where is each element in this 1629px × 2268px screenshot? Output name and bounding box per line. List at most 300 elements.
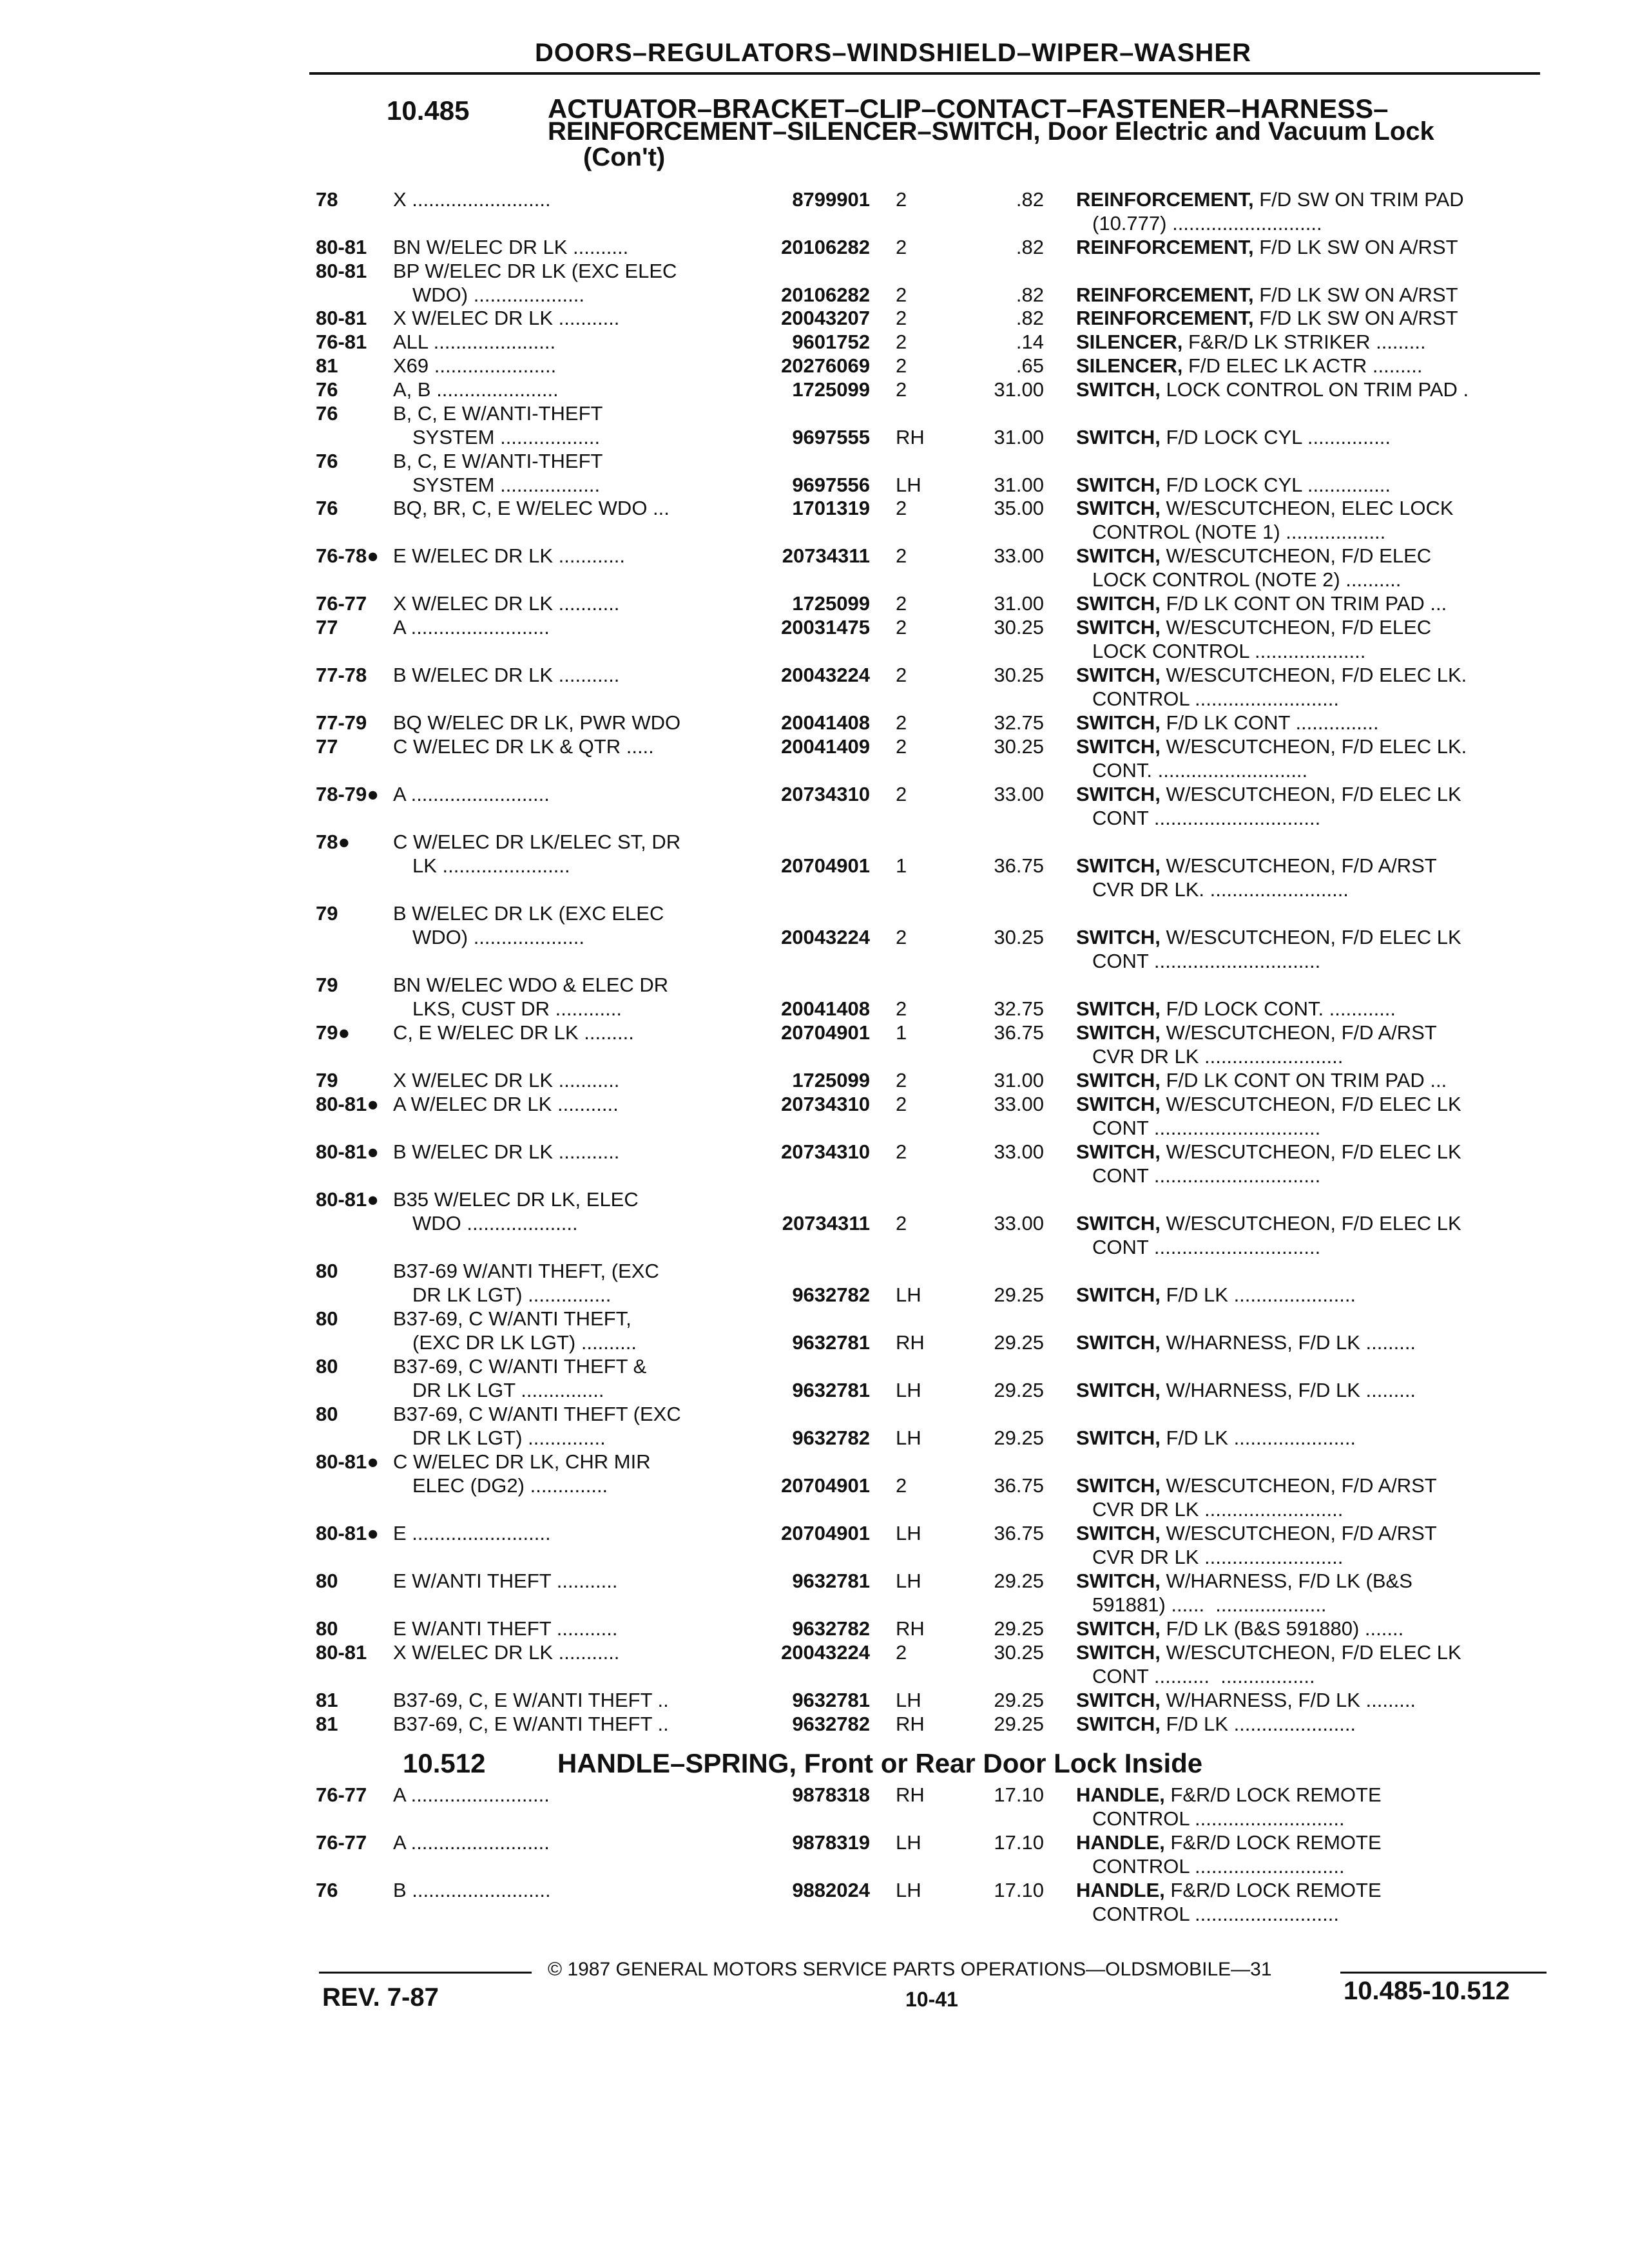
row-quantity: 2: [896, 544, 907, 567]
row-code: 76: [316, 1879, 338, 1901]
row-description: B35 W/ELEC DR LK, ELEC: [393, 1188, 639, 1211]
row-description: C W/ELEC DR LK & QTR .....: [393, 735, 654, 758]
row-part-number: 9878319: [792, 1831, 870, 1854]
row-part-number: 20106282: [781, 236, 870, 258]
row-price: 35.00: [994, 497, 1044, 519]
row-price: 36.75: [994, 1021, 1044, 1044]
section2-title: [557, 1748, 1202, 1779]
row-part-name-rest: F/D LK CONT ON TRIM PAD ...: [1160, 1069, 1447, 1091]
row-part-name-bold: SWITCH,: [1076, 616, 1161, 639]
row-description-cont: SYSTEM ..................: [412, 474, 601, 496]
row-quantity: 2: [896, 284, 907, 306]
row-part-name-rest: W/ESCUTCHEON, F/D ELEC: [1160, 544, 1432, 567]
row-quantity: 2: [896, 1641, 907, 1664]
row-code: 76-77: [316, 1831, 367, 1854]
row-part-name-cont: LOCK CONTROL ....................: [1092, 640, 1366, 662]
row-quantity: LH: [896, 1522, 921, 1544]
row-part-name-rest: F/D LOCK CYL ...............: [1160, 474, 1391, 496]
row-part-name-bold: SWITCH,: [1076, 1641, 1161, 1664]
row-quantity: 2: [896, 236, 907, 258]
row-part-name: [1076, 1570, 1412, 1593]
row-part-name-bold: REINFORCEMENT,: [1076, 307, 1254, 329]
row-quantity: LH: [896, 1570, 921, 1592]
row-description: C W/ELEC DR LK/ELEC ST, DR: [393, 831, 681, 853]
row-quantity: 2: [896, 497, 907, 519]
row-description: A .........................: [393, 783, 550, 805]
table-row: [0, 1188, 1629, 1258]
row-quantity: 1: [896, 1021, 907, 1044]
table-row: [0, 735, 1629, 783]
row-price: 30.25: [994, 664, 1044, 686]
row-part-name-cont: (10.777) ...........................: [1092, 212, 1322, 235]
row-part-name-bold: SWITCH,: [1076, 1069, 1161, 1091]
row-description: A, B ......................: [393, 378, 559, 401]
row-part-number: 20041409: [781, 735, 870, 758]
row-price: 31.00: [994, 378, 1044, 401]
row-description: A .........................: [393, 1831, 550, 1854]
row-part-name-rest: F/D LOCK CYL ...............: [1160, 426, 1391, 448]
row-quantity: 2: [896, 997, 907, 1020]
row-quantity: RH: [896, 1783, 925, 1806]
row-part-name: [1076, 783, 1461, 806]
row-description: X W/ELEC DR LK ...........: [393, 1641, 620, 1664]
row-description-cont: DR LK LGT) ...............: [412, 1283, 612, 1306]
row-description-cont: LK .......................: [412, 854, 570, 877]
row-part-name-bold: SWITCH,: [1076, 378, 1161, 401]
row-quantity: LH: [896, 1427, 921, 1449]
row-part-name-cont: CVR DR LK. .........................: [1092, 878, 1349, 901]
table-row: [0, 1021, 1629, 1069]
row-price: 32.75: [994, 711, 1044, 734]
row-code: 76-81: [316, 331, 367, 353]
row-part-name-cont: 591881) ...... ....................: [1092, 1593, 1327, 1616]
row-code: 79●: [316, 1021, 351, 1044]
row-price: 30.25: [994, 1641, 1044, 1664]
row-part-number: 9882024: [792, 1879, 870, 1901]
section-title-rest: Door Electric and Vacuum Lock: [1040, 117, 1434, 146]
row-part-name-rest: W/HARNESS, F/D LK .........: [1160, 1689, 1416, 1711]
row-part-name-rest: W/HARNESS, F/D LK (B&S: [1160, 1570, 1412, 1592]
row-part-name-rest: F/D LK SW ON A/RST: [1253, 307, 1458, 329]
row-code: 77-79: [316, 711, 367, 734]
footer-rev: REV. 7-87: [322, 1983, 439, 2012]
row-part-number: 9878318: [792, 1783, 870, 1806]
row-part-number: 8799901: [792, 188, 870, 211]
row-part-name-cont: CONT. ...........................: [1092, 759, 1308, 782]
table-row: [0, 260, 1629, 307]
row-price: 29.25: [994, 1713, 1044, 1735]
row-part-name: [1076, 592, 1447, 615]
row-part-name-bold: SWITCH,: [1076, 1331, 1161, 1354]
row-description: E .........................: [393, 1522, 551, 1544]
row-part-name-cont: CONT ..............................: [1092, 950, 1321, 972]
row-description-cont: DR LK LGT) ..............: [412, 1427, 606, 1449]
row-part-name-rest: W/ESCUTCHEON, F/D ELEC LK: [1160, 1093, 1461, 1115]
row-part-name: [1076, 1879, 1382, 1902]
row-part-name-rest: W/ESCUTCHEON, F/D ELEC LK: [1160, 926, 1461, 948]
row-part-name-rest: W/HARNESS, F/D LK .........: [1160, 1331, 1416, 1354]
row-part-name-rest: W/ESCUTCHEON, F/D ELEC LK: [1160, 783, 1461, 805]
row-price: .14: [1016, 331, 1044, 353]
row-price: 30.25: [994, 926, 1044, 948]
table-row: [0, 783, 1629, 831]
row-description-cont: WDO) ....................: [412, 284, 584, 306]
row-part-name-rest: W/ESCUTCHEON, F/D A/RST: [1160, 1474, 1437, 1497]
row-part-name-bold: REINFORCEMENT,: [1076, 188, 1254, 211]
row-part-name-bold: SWITCH,: [1076, 664, 1161, 686]
row-part-name-rest: W/ESCUTCHEON, ELEC LOCK: [1160, 497, 1454, 519]
row-part-number: 1701319: [792, 497, 870, 519]
row-part-name-bold: SWITCH,: [1076, 1427, 1161, 1449]
row-part-number: 1725099: [792, 1069, 870, 1091]
row-price: 33.00: [994, 1212, 1044, 1235]
row-part-name: [1076, 1474, 1437, 1497]
section-title-bold: REINFORCEMENT–SILENCER–SWITCH,: [548, 117, 1041, 146]
row-quantity: LH: [896, 1283, 921, 1306]
row-part-number: 20031475: [781, 616, 870, 639]
row-code: 78●: [316, 831, 351, 853]
row-part-name: [1076, 1212, 1461, 1235]
row-code: 80: [316, 1307, 338, 1330]
row-price: 17.10: [994, 1783, 1044, 1806]
row-price: 33.00: [994, 544, 1044, 567]
row-description: E W/ANTI THEFT ...........: [393, 1617, 618, 1640]
table-row: [0, 1403, 1629, 1450]
table-row: [0, 974, 1629, 1021]
row-description: BP W/ELEC DR LK (EXC ELEC: [393, 260, 677, 282]
row-quantity: RH: [896, 1713, 925, 1735]
row-code: 81: [316, 1689, 338, 1711]
row-description: C, E W/ELEC DR LK .........: [393, 1021, 634, 1044]
row-code: 76: [316, 402, 338, 425]
row-part-name-rest: F/D LK ......................: [1160, 1427, 1356, 1449]
row-code: 81: [316, 1713, 338, 1735]
row-part-name: [1076, 426, 1391, 449]
header-rule: [309, 72, 1540, 75]
row-quantity: 2: [896, 711, 907, 734]
row-code: 77: [316, 616, 338, 639]
row-part-name-rest: F&R/D LOCK REMOTE: [1164, 1879, 1382, 1901]
row-code: 80: [316, 1355, 338, 1378]
row-quantity: RH: [896, 1617, 925, 1640]
row-code: 76-77: [316, 1783, 367, 1806]
row-part-number: 20704901: [781, 1474, 870, 1497]
row-part-name: [1076, 616, 1431, 639]
row-description-cont: (EXC DR LK LGT) ..........: [412, 1331, 637, 1354]
section2-title-bold: HANDLE–SPRING,: [557, 1748, 797, 1778]
row-code: 80: [316, 1403, 338, 1425]
row-code: 79: [316, 974, 338, 996]
row-code: 80-81●: [316, 1188, 380, 1211]
row-part-name-cont: CONT ..............................: [1092, 1117, 1321, 1139]
row-part-name-cont: CVR DR LK .........................: [1092, 1546, 1344, 1568]
row-part-name-bold: REINFORCEMENT,: [1076, 284, 1254, 306]
row-part-number: 20734310: [781, 783, 870, 805]
table-row: [0, 1140, 1629, 1188]
row-part-name-rest: W/ESCUTCHEON, F/D ELEC LK.: [1160, 735, 1467, 758]
row-quantity: 2: [896, 354, 907, 377]
row-description: X W/ELEC DR LK ...........: [393, 307, 620, 329]
row-part-name: [1076, 1427, 1356, 1450]
row-part-number: 9632782: [792, 1427, 870, 1449]
row-part-name-bold: SWITCH,: [1076, 1713, 1161, 1735]
row-code: 80-81: [316, 260, 367, 282]
row-part-name-cont: CVR DR LK .........................: [1092, 1045, 1344, 1068]
footer-copyright: © 1987 GENERAL MOTORS SERVICE PARTS OPERATIONS—OLDSMOBILE—31: [548, 1959, 1272, 1980]
row-part-name-rest: W/ESCUTCHEON, F/D A/RST: [1160, 1522, 1437, 1544]
row-quantity: LH: [896, 1689, 921, 1711]
row-quantity: RH: [896, 426, 925, 448]
row-price: 31.00: [994, 1069, 1044, 1091]
row-part-name: [1076, 1713, 1356, 1736]
row-price: 17.10: [994, 1879, 1044, 1901]
row-part-name-rest: F/D ELEC LK ACTR .........: [1182, 354, 1423, 377]
row-description: X W/ELEC DR LK ...........: [393, 1069, 620, 1091]
row-part-name-bold: SWITCH,: [1076, 1140, 1161, 1163]
row-part-name-cont: CVR DR LK .........................: [1092, 1498, 1344, 1521]
row-part-number: 1725099: [792, 378, 870, 401]
row-description: B W/ELEC DR LK ...........: [393, 1140, 620, 1163]
row-description: A .........................: [393, 616, 550, 639]
table-row: [0, 1260, 1629, 1307]
row-part-name-bold: SWITCH,: [1076, 783, 1161, 805]
row-part-name-bold: SWITCH,: [1076, 1093, 1161, 1115]
footer-rule-right: [1340, 1972, 1547, 1974]
row-part-number: 9697556: [792, 474, 870, 496]
row-part-name-bold: SWITCH,: [1076, 1212, 1161, 1235]
footer-rule-left: [319, 1972, 532, 1974]
table-row: [0, 664, 1629, 711]
row-part-name-cont: CONTROL ..........................: [1092, 687, 1339, 710]
row-part-name-cont: CONTROL (NOTE 1) ..................: [1092, 521, 1386, 543]
table-row: [0, 402, 1629, 450]
row-part-name-rest: W/ESCUTCHEON, F/D ELEC LK: [1160, 1641, 1461, 1664]
row-description: X .........................: [393, 188, 551, 211]
row-part-name-bold: SWITCH,: [1076, 1689, 1161, 1711]
row-quantity: 2: [896, 1069, 907, 1091]
row-price: 36.75: [994, 1522, 1044, 1544]
row-part-name: [1076, 1783, 1382, 1807]
row-price: 29.25: [994, 1331, 1044, 1354]
row-part-name-bold: SWITCH,: [1076, 854, 1161, 877]
table-row: [0, 1831, 1629, 1879]
row-part-number: 9601752: [792, 331, 870, 353]
row-part-name: [1076, 544, 1431, 568]
table-row: [0, 1307, 1629, 1355]
row-code: 76: [316, 378, 338, 401]
row-code: 79: [316, 902, 338, 925]
row-description-cont: ELEC (DG2) ..............: [412, 1474, 608, 1497]
row-part-name-bold: SWITCH,: [1076, 426, 1161, 448]
row-price: 29.25: [994, 1283, 1044, 1306]
table-row: [0, 1450, 1629, 1521]
row-code: 80-81: [316, 307, 367, 329]
row-quantity: 2: [896, 1212, 907, 1235]
row-code: 78-79●: [316, 783, 380, 805]
row-part-name-rest: F/D LK SW ON A/RST: [1253, 236, 1458, 258]
table-row: [0, 616, 1629, 664]
row-part-name-bold: SWITCH,: [1076, 1474, 1161, 1497]
row-code: 78: [316, 188, 338, 211]
row-part-number: 9632781: [792, 1331, 870, 1354]
row-code: 80-81: [316, 1641, 367, 1664]
row-part-name-cont: CONTROL ...........................: [1092, 1855, 1345, 1878]
section-title-line2: [548, 117, 1434, 146]
row-part-name: [1076, 1617, 1403, 1640]
row-part-number: 20276069: [781, 354, 870, 377]
row-description: BN W/ELEC WDO & ELEC DR: [393, 974, 669, 996]
row-code: 76: [316, 450, 338, 472]
row-part-name: [1076, 854, 1437, 878]
section-number: 10.485: [387, 95, 470, 126]
row-part-name-rest: W/ESCUTCHEON, F/D ELEC LK: [1160, 1212, 1461, 1235]
row-price: 29.25: [994, 1379, 1044, 1401]
row-part-name: [1076, 354, 1422, 378]
row-part-name: [1076, 1093, 1461, 1116]
row-description: B W/ELEC DR LK ...........: [393, 664, 620, 686]
row-description: A .........................: [393, 1783, 550, 1806]
row-part-number: 20704901: [781, 1021, 870, 1044]
row-part-name-rest: F&R/D LOCK REMOTE: [1164, 1783, 1382, 1806]
row-code: 80-81●: [316, 1450, 380, 1473]
row-part-name-rest: LOCK CONTROL ON TRIM PAD .: [1160, 378, 1469, 401]
row-quantity: 2: [896, 331, 907, 353]
row-part-name: [1076, 474, 1391, 497]
row-part-name: [1076, 1069, 1447, 1092]
row-quantity: 2: [896, 307, 907, 329]
section-title-line1: ACTUATOR–BRACKET–CLIP–CONTACT–FASTENER–HARNESS–: [548, 93, 1389, 124]
row-description: X69 ......................: [393, 354, 557, 377]
row-price: 31.00: [994, 426, 1044, 448]
row-description-cont: DR LK LGT ...............: [412, 1379, 604, 1401]
row-part-name-rest: W/HARNESS, F/D LK .........: [1160, 1379, 1416, 1401]
row-part-name-bold: SWITCH,: [1076, 926, 1161, 948]
row-quantity: 2: [896, 1474, 907, 1497]
row-part-number: 9697555: [792, 426, 870, 448]
row-part-number: 20734310: [781, 1093, 870, 1115]
row-description: B37-69, C, E W/ANTI THEFT ..: [393, 1689, 669, 1711]
page-header-title: DOORS–REGULATORS–WINDSHIELD–WIPER–WASHER: [535, 39, 1251, 67]
row-price: 29.25: [994, 1570, 1044, 1592]
row-part-name: [1076, 188, 1464, 211]
row-quantity: 2: [896, 1093, 907, 1115]
row-description: ALL ......................: [393, 331, 556, 353]
row-part-name-rest: W/ESCUTCHEON, F/D A/RST: [1160, 854, 1437, 877]
row-price: .82: [1016, 236, 1044, 258]
row-part-name: [1076, 1140, 1461, 1164]
row-part-name-bold: SWITCH,: [1076, 1522, 1161, 1544]
row-price: 17.10: [994, 1831, 1044, 1854]
row-price: 32.75: [994, 997, 1044, 1020]
row-part-name-bold: SILENCER,: [1076, 331, 1183, 353]
table-row: [0, 1783, 1629, 1831]
row-part-number: 20734310: [781, 1140, 870, 1163]
row-quantity: 2: [896, 926, 907, 948]
row-part-name-bold: HANDLE,: [1076, 1879, 1165, 1901]
table-row: [0, 544, 1629, 592]
row-quantity: LH: [896, 1879, 921, 1901]
row-price: 30.25: [994, 616, 1044, 639]
row-part-name-bold: SWITCH,: [1076, 1617, 1161, 1640]
table-row: [0, 450, 1629, 497]
row-part-number: 20043207: [781, 307, 870, 329]
row-part-name-rest: F/D SW ON TRIM PAD: [1253, 188, 1464, 211]
row-part-name-rest: W/ESCUTCHEON, F/D ELEC: [1160, 616, 1432, 639]
row-part-name: [1076, 378, 1469, 401]
row-code: 80-81●: [316, 1140, 380, 1163]
row-code: 80: [316, 1617, 338, 1640]
row-quantity: RH: [896, 1331, 925, 1354]
row-code: 80: [316, 1570, 338, 1592]
row-part-name: [1076, 331, 1426, 354]
row-quantity: 1: [896, 854, 907, 877]
row-part-name: [1076, 735, 1467, 758]
row-price: 36.75: [994, 1474, 1044, 1497]
row-description: B W/ELEC DR LK (EXC ELEC: [393, 902, 664, 925]
row-part-name-cont: LOCK CONTROL (NOTE 2) ..........: [1092, 568, 1402, 591]
row-quantity: 2: [896, 783, 907, 805]
row-price: 36.75: [994, 854, 1044, 877]
row-part-name: [1076, 1379, 1416, 1402]
row-part-name: [1076, 236, 1458, 259]
row-code: 77-78: [316, 664, 367, 686]
row-price: 30.25: [994, 735, 1044, 758]
row-description-cont: WDO) ....................: [412, 926, 584, 948]
row-part-name-cont: CONT .......... .................: [1092, 1665, 1315, 1687]
table-row: [0, 1879, 1629, 1927]
row-price: 29.25: [994, 1427, 1044, 1449]
row-description: BQ, BR, C, E W/ELEC WDO ...: [393, 497, 670, 519]
row-part-name-bold: SWITCH,: [1076, 1379, 1161, 1401]
row-part-name: [1076, 284, 1458, 307]
table-row: [0, 1093, 1629, 1140]
row-part-name-bold: SILENCER,: [1076, 354, 1183, 377]
row-part-name: [1076, 664, 1467, 687]
row-price: 31.00: [994, 474, 1044, 496]
row-part-number: 9632782: [792, 1617, 870, 1640]
row-part-name: [1076, 926, 1461, 949]
row-description-cont: WDO ....................: [412, 1212, 578, 1235]
row-code: 79: [316, 1069, 338, 1091]
row-code: 76-77: [316, 592, 367, 615]
row-part-name-rest: W/ESCUTCHEON, F/D ELEC LK: [1160, 1140, 1461, 1163]
row-part-number: 20704901: [781, 854, 870, 877]
row-price: .82: [1016, 284, 1044, 306]
row-part-name-rest: F/D LK ......................: [1160, 1713, 1356, 1735]
row-part-name-rest: W/ESCUTCHEON, F/D ELEC LK.: [1160, 664, 1467, 686]
row-part-name-bold: HANDLE,: [1076, 1831, 1165, 1854]
table-row: [0, 1522, 1629, 1570]
row-part-number: 9632782: [792, 1713, 870, 1735]
row-part-name-bold: SWITCH,: [1076, 1283, 1161, 1306]
row-part-number: 20106282: [781, 284, 870, 306]
table-row: [0, 1641, 1629, 1689]
row-quantity: LH: [896, 1379, 921, 1401]
row-part-name: [1076, 1689, 1416, 1712]
row-part-number: 20734311: [782, 544, 870, 567]
row-part-name: [1076, 1283, 1356, 1307]
row-price: 33.00: [994, 1140, 1044, 1163]
row-description: BN W/ELEC DR LK ..........: [393, 236, 629, 258]
row-part-number: 20043224: [781, 1641, 870, 1664]
row-quantity: 2: [896, 188, 907, 211]
row-price: .65: [1016, 354, 1044, 377]
row-description: A W/ELEC DR LK ...........: [393, 1093, 619, 1115]
row-part-name-rest: F&R/D LK STRIKER .........: [1182, 331, 1426, 353]
section2-number: 10.512: [403, 1748, 486, 1778]
row-part-number: 20043224: [781, 664, 870, 686]
row-part-name-bold: SWITCH,: [1076, 1570, 1161, 1592]
